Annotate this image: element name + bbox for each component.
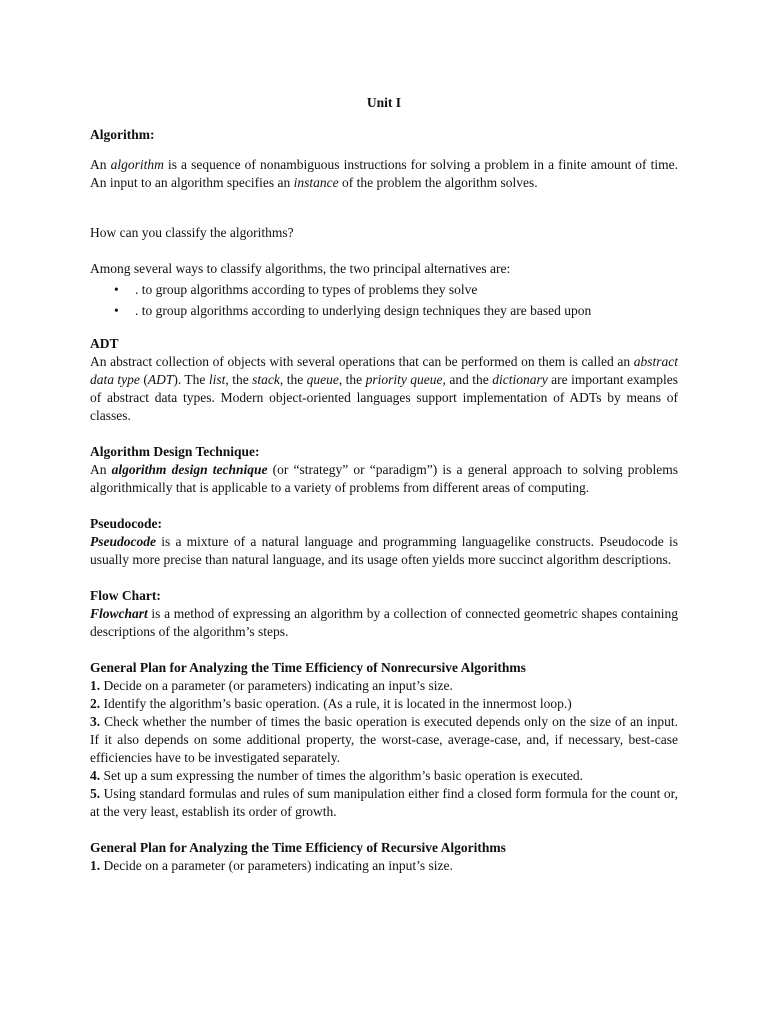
flowchart-heading: Flow Chart:	[90, 588, 161, 603]
list-item: 5. Using standard formulas and rules of sum manipulation either find a closed form formula for the count or, at the very least, establish its order of growth.	[90, 786, 678, 819]
flowchart-definition: Flowchart is a method of expressing an algorithm by a collection of connected geometric shapes containing descriptions of the algorithm’s steps.	[90, 606, 678, 639]
pseudocode-definition: Pseudocode is a mixture of a natural language and programming languagelike constructs. Pseudocode is usually more precise than natural language, and its usage often yields more succinct algorithm descriptions.	[90, 534, 678, 567]
algorithm-definition: An algorithm is a sequence of nonambiguous instructions for solving a problem in a finite amount of time. An input to an algorithm specifies an instance of the problem the algorithm solves.	[90, 157, 679, 190]
nonrecursive-steps	[90, 677, 678, 821]
bullet-icon: •	[114, 303, 119, 318]
list-item: 3. Check whether the number of times the basic operation is executed depends only on the size of an input. If it also depends on some additional property, the worst-case, average-case, and, if necessary, best-case efficiencies have to be investigated separately.	[90, 714, 678, 765]
classify-question: How can you classify the algorithms?	[90, 225, 294, 240]
design-technique-definition: An algorithm design technique (or “strategy” or “paradigm”) is a general approach to solving problems algorithmically that is applicable to a variety of problems from different areas of computing.	[90, 462, 678, 495]
recursive-plan-heading: General Plan for Analyzing the Time Efficiency of Recursive Algorithms	[90, 840, 506, 855]
list-item: 1. Decide on a parameter (or parameters) indicating an input’s size.	[90, 858, 453, 873]
algorithm-heading: Algorithm:	[90, 127, 155, 142]
classify-list	[90, 281, 678, 320]
design-technique-heading: Algorithm Design Technique:	[90, 444, 260, 459]
nonrecursive-plan-heading: General Plan for Analyzing the Time Efficiency of Nonrecursive Algorithms	[90, 660, 526, 675]
recursive-steps	[90, 857, 678, 875]
document-body	[90, 94, 678, 875]
pseudocode-heading: Pseudocode:	[90, 516, 162, 531]
unit-title: Unit I	[366, 95, 402, 110]
classify-intro: Among several ways to classify algorithms, the two principal alternatives are:	[90, 261, 511, 276]
list-item: • . to group algorithms according to underlying design techniques they are based upon	[114, 303, 592, 318]
list-item: 1. Decide on a parameter (or parameters) indicating an input’s size.	[90, 678, 453, 693]
bullet-icon: •	[114, 282, 119, 297]
list-item: 2. Identify the algorithm’s basic operation. (As a rule, it is located in the innermost loop.)	[90, 696, 572, 711]
adt-heading: ADT	[90, 336, 119, 351]
list-item: • . to group algorithms according to types of problems they solve	[114, 282, 478, 297]
list-item: 4. Set up a sum expressing the number of times the algorithm’s basic operation is executed.	[90, 768, 584, 783]
adt-definition: An abstract collection of objects with several operations that can be performed on them is called an abstract data type (ADT). The list, the stack, the queue, the priority queue, and the dictionary are important examples of abstract data types. Modern object-oriented languages support implementation of ADTs by means of classes.	[90, 354, 678, 423]
